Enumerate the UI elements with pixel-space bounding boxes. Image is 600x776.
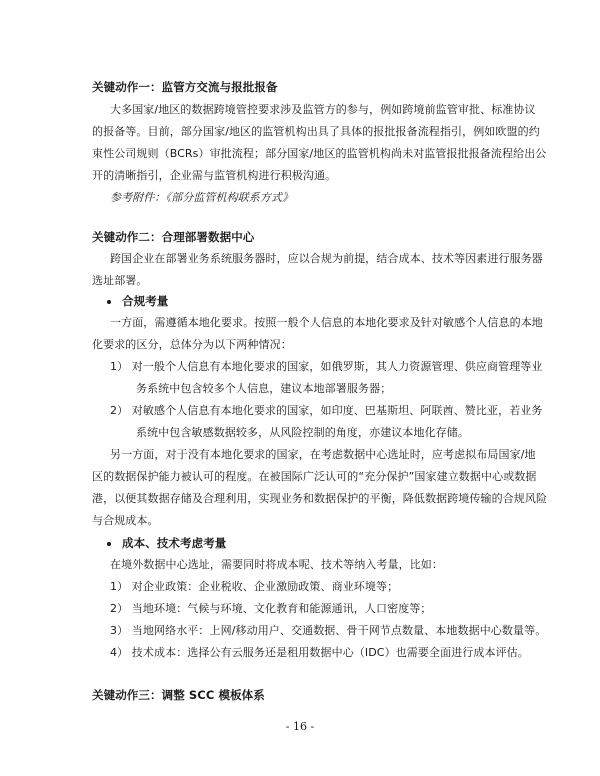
other-para-line3: 港，以便其数据存储及合理利用，实现业务和数据保护的平衡，降低数据跨境传输的合规风险 (92, 492, 548, 505)
section1-para-line1: 大多国家/地区的数据跨境管控要求涉及监管方的参与，例如跨境前监管审批、标准协议 (110, 103, 536, 116)
section2-intro-line1: 跨国企业在部署业务系统服务器时，应以合规为前提，结合成本、技术等因素进行服务器 (110, 252, 543, 265)
compliance-item2-line2: 系统中包含敏感数据较多，从风险控制的角度，亦建议本地化存储。 (136, 426, 469, 439)
compliance-item1-line1: 1） 对一般个人信息有本地化要求的国家，如俄罗斯，其人力资源管理、供应商管理等业 (110, 360, 543, 373)
other-para-line2: 区的数据保护能力被认可的程度。在被国际广泛认可的“充分保护”国家建立数据中心或数据 (92, 470, 537, 483)
bullet-cost-heading: 成本、技术考虑考量 (122, 536, 227, 550)
section1-appendix-reference: 参考附件：《部分监管机构联系方式》 (110, 191, 294, 204)
bullet-dot-cost (107, 542, 111, 546)
section2-heading: 关键动作二：合理部署数据中心 (92, 230, 255, 244)
cost-item-1: 1） 对企业政策：企业税收、企业激励政策、商业环境等； (110, 580, 399, 593)
cost-item-2: 2） 当地环境：气候与环境、文化教育和能源通讯，人口密度等； (110, 602, 432, 615)
cost-intro: 在境外数据中心选址，需要同时将成本呢、技术等纳入考量，比如： (110, 558, 443, 571)
compliance-item1-line2: 务系统中包含较多个人信息，建议本地部署服务器； (136, 382, 392, 395)
section1-para-line3: 束性公司规则（BCRs）审批流程；部分国家/地区的监管机构尚未对监管报批报备流程给出公 (92, 147, 547, 160)
section1-para-line4: 开的清晰指引，企业需与监管机构进行积极沟通。 (92, 169, 337, 182)
section1-heading: 关键动作一：监管方交流与报批报备 (92, 80, 278, 94)
section3-heading: 关键动作三：调整 SCC 模板体系 (92, 688, 265, 702)
bullet-dot-compliance (107, 300, 111, 304)
compliance-para-line1: 一方面，需遵循本地化要求。按照一般个人信息的本地化要求及针对敏感个人信息的本地 (110, 316, 543, 329)
other-para-line1: 另一方面，对于没有本地化要求的国家，在考虑数据中心选址时，应考虑拟布局国家/地 (110, 448, 536, 461)
compliance-item2-line1: 2） 对敏感个人信息有本地化要求的国家，如印度、巴基斯坦、阿联酋、赞比亚，若业务 (110, 404, 543, 417)
cost-item-3: 3） 当地网络水平：上网/移动用户、交通数据、骨干网节点数量、本地数据中心数量等。 (110, 624, 547, 637)
section1-para-line2: 的报备等。目前，部分国家/地区的监管机构出具了具体的报批报备流程指引，例如欧盟的约 (92, 125, 540, 138)
compliance-para-line2: 化要求的区分，总体分为以下两种情况： (92, 338, 292, 351)
page-number: - 16 - (285, 720, 315, 733)
section2-intro-line2: 选址部署。 (92, 274, 148, 287)
cost-item-4: 4） 技术成本：选择公有云服务还是租用数据中心（IDC）也需要全面进行成本评估。 (110, 646, 529, 659)
bullet-compliance-heading: 合规考量 (122, 294, 169, 308)
other-para-line4: 与合规成本。 (92, 514, 159, 527)
